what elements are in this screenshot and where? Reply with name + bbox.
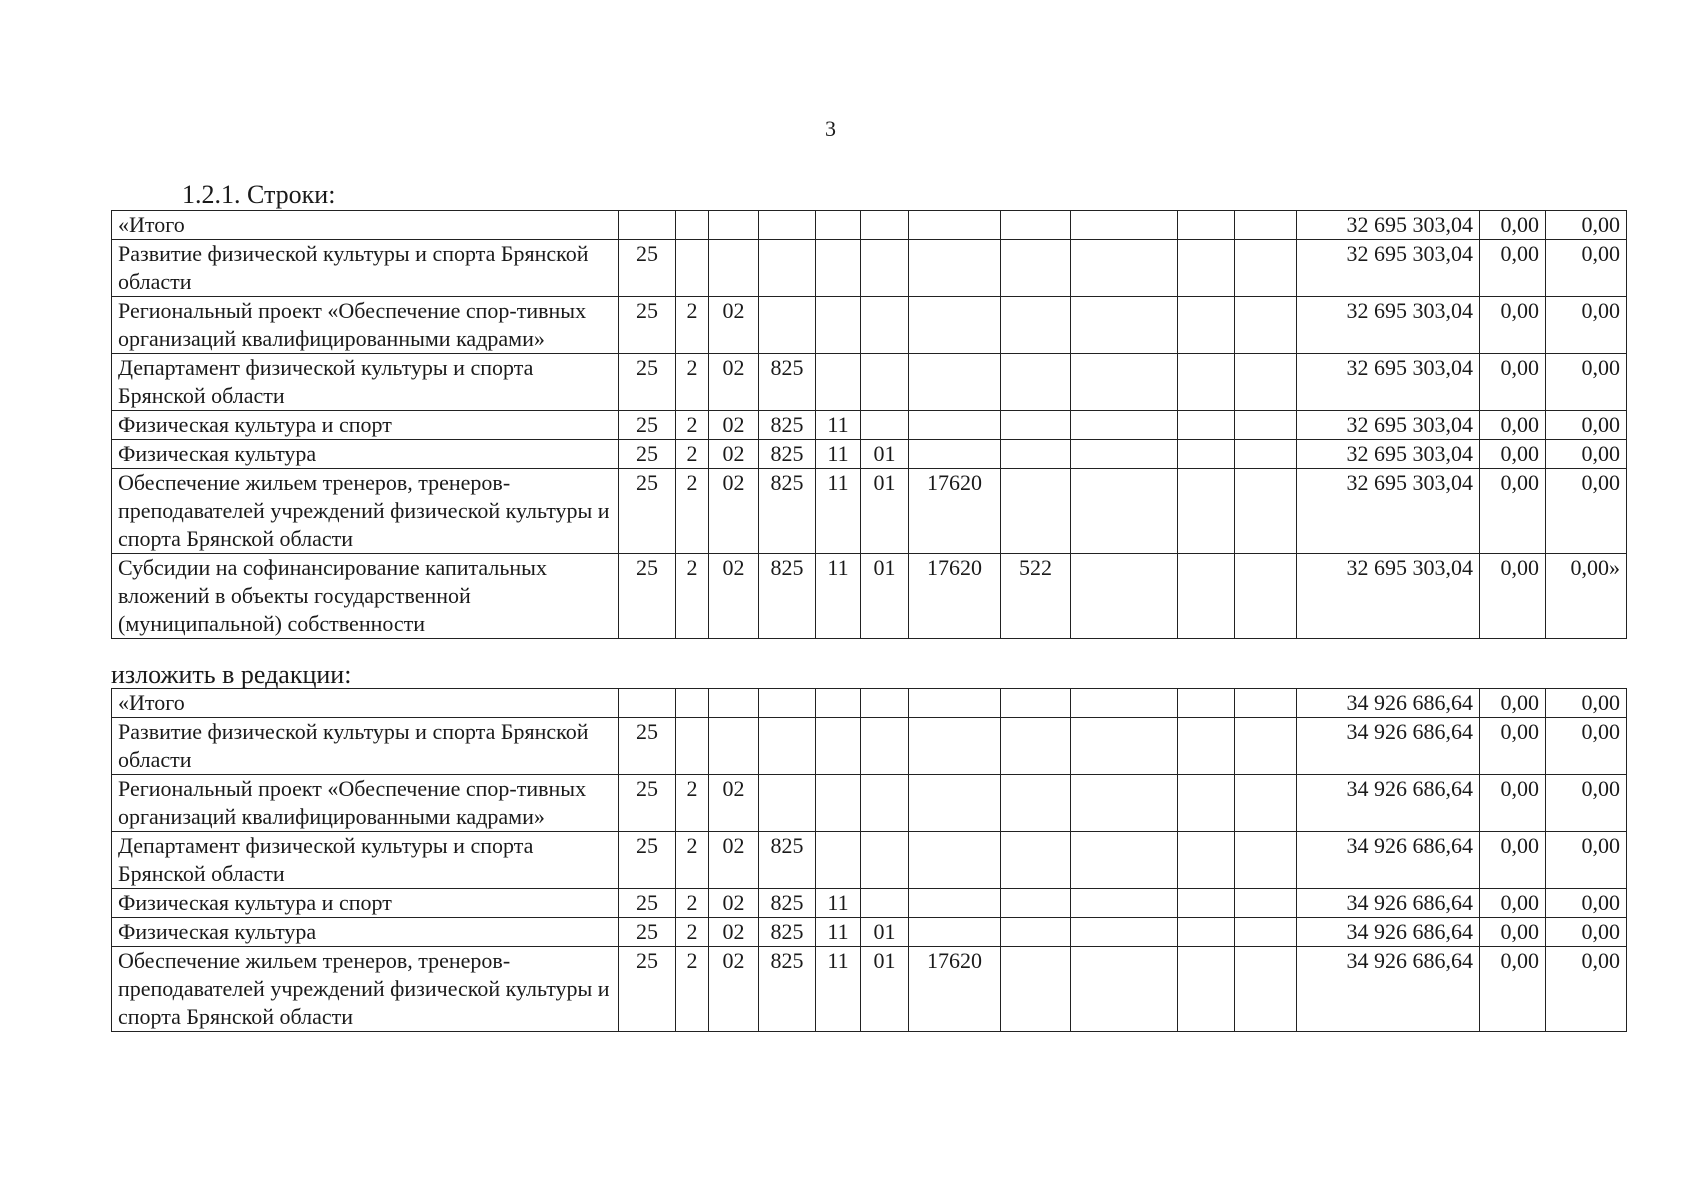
table-row [112, 411, 1627, 440]
cell-c5 [816, 689, 861, 718]
cell-name: «Итого [112, 689, 619, 718]
table-row [112, 718, 1627, 775]
table-row [112, 918, 1627, 947]
cell-c5: 11 [816, 947, 861, 1032]
cell-c8 [1001, 240, 1071, 297]
cell-c6 [861, 297, 909, 354]
cell-v3: 0,00 [1546, 240, 1627, 297]
table-row [112, 469, 1627, 554]
cell-c8 [1001, 918, 1071, 947]
cell-c4 [759, 297, 816, 354]
cell-c6 [861, 211, 909, 240]
cell-c6 [861, 718, 909, 775]
cell-c6: 01 [861, 918, 909, 947]
cell-c7 [909, 354, 1001, 411]
cell-c8: 522 [1001, 554, 1071, 639]
cell-c4: 825 [759, 354, 816, 411]
cell-c8 [1001, 354, 1071, 411]
cell-c9 [1071, 947, 1178, 1032]
cell-c2: 2 [676, 554, 709, 639]
cell-c10 [1178, 775, 1235, 832]
table-row [112, 554, 1627, 639]
cell-name: Региональный проект «Обеспечение спор-тивных организаций квалифицированными кадрами» [112, 775, 619, 832]
cell-v3: 0,00 [1546, 297, 1627, 354]
cell-c7: 17620 [909, 554, 1001, 639]
cell-c5 [816, 718, 861, 775]
cell-c9 [1071, 469, 1178, 554]
cell-c7 [909, 211, 1001, 240]
cell-c2 [676, 240, 709, 297]
cell-c8 [1001, 411, 1071, 440]
cell-amount: 32 695 303,04 [1297, 297, 1480, 354]
table-row [112, 211, 1627, 240]
cell-c3: 02 [709, 554, 759, 639]
cell-c10 [1178, 411, 1235, 440]
table-row [112, 775, 1627, 832]
cell-v2: 0,00 [1480, 469, 1546, 554]
cell-amount: 32 695 303,04 [1297, 469, 1480, 554]
cell-c2: 2 [676, 297, 709, 354]
cell-c10 [1178, 211, 1235, 240]
cell-c11 [1235, 889, 1297, 918]
cell-c6: 01 [861, 554, 909, 639]
cell-c2: 2 [676, 354, 709, 411]
cell-c6 [861, 240, 909, 297]
cell-c10 [1178, 718, 1235, 775]
cell-amount: 34 926 686,64 [1297, 947, 1480, 1032]
cell-c10 [1178, 554, 1235, 639]
cell-v3: 0,00 [1546, 775, 1627, 832]
cell-v2: 0,00 [1480, 947, 1546, 1032]
cell-c6 [861, 775, 909, 832]
cell-c7 [909, 918, 1001, 947]
cell-c4: 825 [759, 832, 816, 889]
cell-c10 [1178, 918, 1235, 947]
cell-c10 [1178, 947, 1235, 1032]
cell-v3: 0,00» [1546, 554, 1627, 639]
cell-c1: 25 [619, 775, 676, 832]
cell-v2: 0,00 [1480, 918, 1546, 947]
cell-c6 [861, 889, 909, 918]
cell-c5: 11 [816, 918, 861, 947]
cell-c1: 25 [619, 947, 676, 1032]
cell-c4 [759, 211, 816, 240]
cell-c11 [1235, 411, 1297, 440]
cell-name: Физическая культура и спорт [112, 411, 619, 440]
cell-c6 [861, 832, 909, 889]
cell-c1: 25 [619, 718, 676, 775]
cell-c7 [909, 240, 1001, 297]
cell-v2: 0,00 [1480, 689, 1546, 718]
cell-c7 [909, 440, 1001, 469]
cell-c11 [1235, 775, 1297, 832]
cell-name: Региональный проект «Обеспечение спор-тивных организаций квалифицированными кадрами» [112, 297, 619, 354]
cell-c2: 2 [676, 947, 709, 1032]
cell-c1 [619, 689, 676, 718]
cell-name: Физическая культура [112, 918, 619, 947]
cell-v3: 0,00 [1546, 354, 1627, 411]
cell-amount: 32 695 303,04 [1297, 411, 1480, 440]
cell-c9 [1071, 354, 1178, 411]
cell-c8 [1001, 689, 1071, 718]
cell-c1: 25 [619, 411, 676, 440]
cell-c3: 02 [709, 918, 759, 947]
cell-c10 [1178, 689, 1235, 718]
cell-c3: 02 [709, 832, 759, 889]
cell-c10 [1178, 354, 1235, 411]
cell-c9 [1071, 775, 1178, 832]
cell-c9 [1071, 718, 1178, 775]
cell-c1: 25 [619, 440, 676, 469]
cell-name: Субсидии на софинансирование капитальных вложений в объекты государственной (муниципальной) собственности [112, 554, 619, 639]
cell-c11 [1235, 718, 1297, 775]
cell-v3: 0,00 [1546, 211, 1627, 240]
cell-c11 [1235, 832, 1297, 889]
cell-c3: 02 [709, 775, 759, 832]
cell-amount: 34 926 686,64 [1297, 689, 1480, 718]
cell-v2: 0,00 [1480, 240, 1546, 297]
cell-c8 [1001, 211, 1071, 240]
cell-amount: 34 926 686,64 [1297, 889, 1480, 918]
cell-c1: 25 [619, 297, 676, 354]
cell-c2: 2 [676, 775, 709, 832]
cell-c11 [1235, 947, 1297, 1032]
cell-amount: 32 695 303,04 [1297, 440, 1480, 469]
cell-c5: 11 [816, 411, 861, 440]
cell-c5 [816, 240, 861, 297]
cell-c9 [1071, 689, 1178, 718]
table-row [112, 240, 1627, 297]
cell-c8 [1001, 718, 1071, 775]
cell-c1: 25 [619, 354, 676, 411]
cell-v3: 0,00 [1546, 689, 1627, 718]
cell-c7 [909, 775, 1001, 832]
cell-c2: 2 [676, 889, 709, 918]
cell-c9 [1071, 832, 1178, 889]
cell-c3 [709, 211, 759, 240]
cell-c5: 11 [816, 469, 861, 554]
cell-c9 [1071, 889, 1178, 918]
page-number: 3 [825, 116, 836, 141]
table-row [112, 354, 1627, 411]
cell-c2: 2 [676, 918, 709, 947]
cell-c2: 2 [676, 440, 709, 469]
cell-c11 [1235, 554, 1297, 639]
cell-c11 [1235, 354, 1297, 411]
cell-c4: 825 [759, 411, 816, 440]
cell-amount: 32 695 303,04 [1297, 554, 1480, 639]
cell-c1 [619, 211, 676, 240]
cell-v3: 0,00 [1546, 889, 1627, 918]
cell-name: Физическая культура [112, 440, 619, 469]
cell-c2: 2 [676, 469, 709, 554]
cell-v3: 0,00 [1546, 411, 1627, 440]
cell-c5 [816, 297, 861, 354]
cell-amount: 32 695 303,04 [1297, 240, 1480, 297]
cell-c8 [1001, 832, 1071, 889]
cell-c5: 11 [816, 440, 861, 469]
cell-c3: 02 [709, 947, 759, 1032]
cell-c4 [759, 718, 816, 775]
cell-c10 [1178, 889, 1235, 918]
cell-c9 [1071, 240, 1178, 297]
cell-c4: 825 [759, 469, 816, 554]
cell-c4: 825 [759, 947, 816, 1032]
cell-v2: 0,00 [1480, 211, 1546, 240]
cell-c5 [816, 211, 861, 240]
cell-c5: 11 [816, 889, 861, 918]
cell-c4: 825 [759, 889, 816, 918]
cell-c10 [1178, 469, 1235, 554]
cell-c11 [1235, 689, 1297, 718]
cell-c1: 25 [619, 554, 676, 639]
cell-c11 [1235, 918, 1297, 947]
cell-name: Департамент физической культуры и спорта Брянской области [112, 832, 619, 889]
cell-c8 [1001, 440, 1071, 469]
table-row [112, 947, 1627, 1032]
table-row [112, 889, 1627, 918]
cell-c9 [1071, 411, 1178, 440]
old-rows-table [111, 210, 1627, 639]
cell-c1: 25 [619, 918, 676, 947]
table-row [112, 832, 1627, 889]
cell-c3 [709, 689, 759, 718]
table-row [112, 689, 1627, 718]
cell-c5 [816, 832, 861, 889]
cell-c9 [1071, 297, 1178, 354]
cell-amount: 34 926 686,64 [1297, 718, 1480, 775]
cell-v3: 0,00 [1546, 918, 1627, 947]
cell-c3 [709, 718, 759, 775]
cell-c10 [1178, 832, 1235, 889]
cell-c3: 02 [709, 889, 759, 918]
cell-name: Развитие физической культуры и спорта Брянской области [112, 240, 619, 297]
cell-c3: 02 [709, 354, 759, 411]
cell-v3: 0,00 [1546, 832, 1627, 889]
cell-v3: 0,00 [1546, 947, 1627, 1032]
cell-c11 [1235, 240, 1297, 297]
cell-c6: 01 [861, 469, 909, 554]
cell-name: Обеспечение жильем тренеров, тренеров-преподавателей учреждений физической культуры и спорта Брянской области [112, 947, 619, 1032]
section-title: 1.2.1. Строки: [182, 180, 336, 209]
cell-c5 [816, 354, 861, 411]
cell-c5 [816, 775, 861, 832]
cell-v3: 0,00 [1546, 440, 1627, 469]
cell-amount: 34 926 686,64 [1297, 918, 1480, 947]
cell-c6 [861, 354, 909, 411]
cell-c8 [1001, 947, 1071, 1032]
cell-c3: 02 [709, 411, 759, 440]
cell-c4 [759, 775, 816, 832]
cell-c6: 01 [861, 947, 909, 1032]
cell-c10 [1178, 240, 1235, 297]
cell-v3: 0,00 [1546, 718, 1627, 775]
cell-c4 [759, 240, 816, 297]
cell-v2: 0,00 [1480, 889, 1546, 918]
table-row [112, 297, 1627, 354]
cell-c3: 02 [709, 297, 759, 354]
cell-c3: 02 [709, 469, 759, 554]
new-rows-table [111, 688, 1627, 1032]
cell-c4: 825 [759, 554, 816, 639]
cell-c11 [1235, 469, 1297, 554]
cell-v2: 0,00 [1480, 718, 1546, 775]
cell-c11 [1235, 211, 1297, 240]
cell-c6: 01 [861, 440, 909, 469]
cell-c6 [861, 411, 909, 440]
cell-c2: 2 [676, 411, 709, 440]
cell-c2 [676, 718, 709, 775]
cell-name: Обеспечение жильем тренеров, тренеров-преподавателей учреждений физической культуры и спорта Брянской области [112, 469, 619, 554]
cell-c7 [909, 718, 1001, 775]
cell-c8 [1001, 297, 1071, 354]
cell-c2 [676, 211, 709, 240]
cell-amount: 32 695 303,04 [1297, 211, 1480, 240]
cell-c10 [1178, 440, 1235, 469]
cell-c1: 25 [619, 832, 676, 889]
cell-v2: 0,00 [1480, 832, 1546, 889]
cell-amount: 34 926 686,64 [1297, 775, 1480, 832]
cell-c1: 25 [619, 469, 676, 554]
cell-c5: 11 [816, 554, 861, 639]
cell-c7 [909, 889, 1001, 918]
cell-c4: 825 [759, 918, 816, 947]
cell-v2: 0,00 [1480, 554, 1546, 639]
cell-v3: 0,00 [1546, 469, 1627, 554]
cell-c7: 17620 [909, 947, 1001, 1032]
cell-c3 [709, 240, 759, 297]
cell-c8 [1001, 469, 1071, 554]
cell-v2: 0,00 [1480, 411, 1546, 440]
cell-c10 [1178, 297, 1235, 354]
cell-name: «Итого [112, 211, 619, 240]
cell-c4 [759, 689, 816, 718]
cell-name: Департамент физической культуры и спорта Брянской области [112, 354, 619, 411]
cell-c9 [1071, 554, 1178, 639]
cell-c7 [909, 832, 1001, 889]
cell-c7 [909, 297, 1001, 354]
cell-name: Развитие физической культуры и спорта Брянской области [112, 718, 619, 775]
cell-v2: 0,00 [1480, 354, 1546, 411]
cell-name: Физическая культура и спорт [112, 889, 619, 918]
cell-c3: 02 [709, 440, 759, 469]
cell-c11 [1235, 297, 1297, 354]
cell-c7 [909, 689, 1001, 718]
cell-c1: 25 [619, 240, 676, 297]
cell-v2: 0,00 [1480, 440, 1546, 469]
cell-c2 [676, 689, 709, 718]
cell-amount: 32 695 303,04 [1297, 354, 1480, 411]
cell-amount: 34 926 686,64 [1297, 832, 1480, 889]
cell-c9 [1071, 440, 1178, 469]
cell-c1: 25 [619, 889, 676, 918]
cell-v2: 0,00 [1480, 775, 1546, 832]
cell-v2: 0,00 [1480, 297, 1546, 354]
cell-c11 [1235, 440, 1297, 469]
cell-c6 [861, 689, 909, 718]
cell-c4: 825 [759, 440, 816, 469]
cell-c7: 17620 [909, 469, 1001, 554]
cell-c8 [1001, 775, 1071, 832]
table-row [112, 440, 1627, 469]
intro-text: изложить в редакции: [111, 660, 352, 689]
cell-c2: 2 [676, 832, 709, 889]
cell-c9 [1071, 211, 1178, 240]
cell-c7 [909, 411, 1001, 440]
cell-c9 [1071, 918, 1178, 947]
cell-c8 [1001, 889, 1071, 918]
